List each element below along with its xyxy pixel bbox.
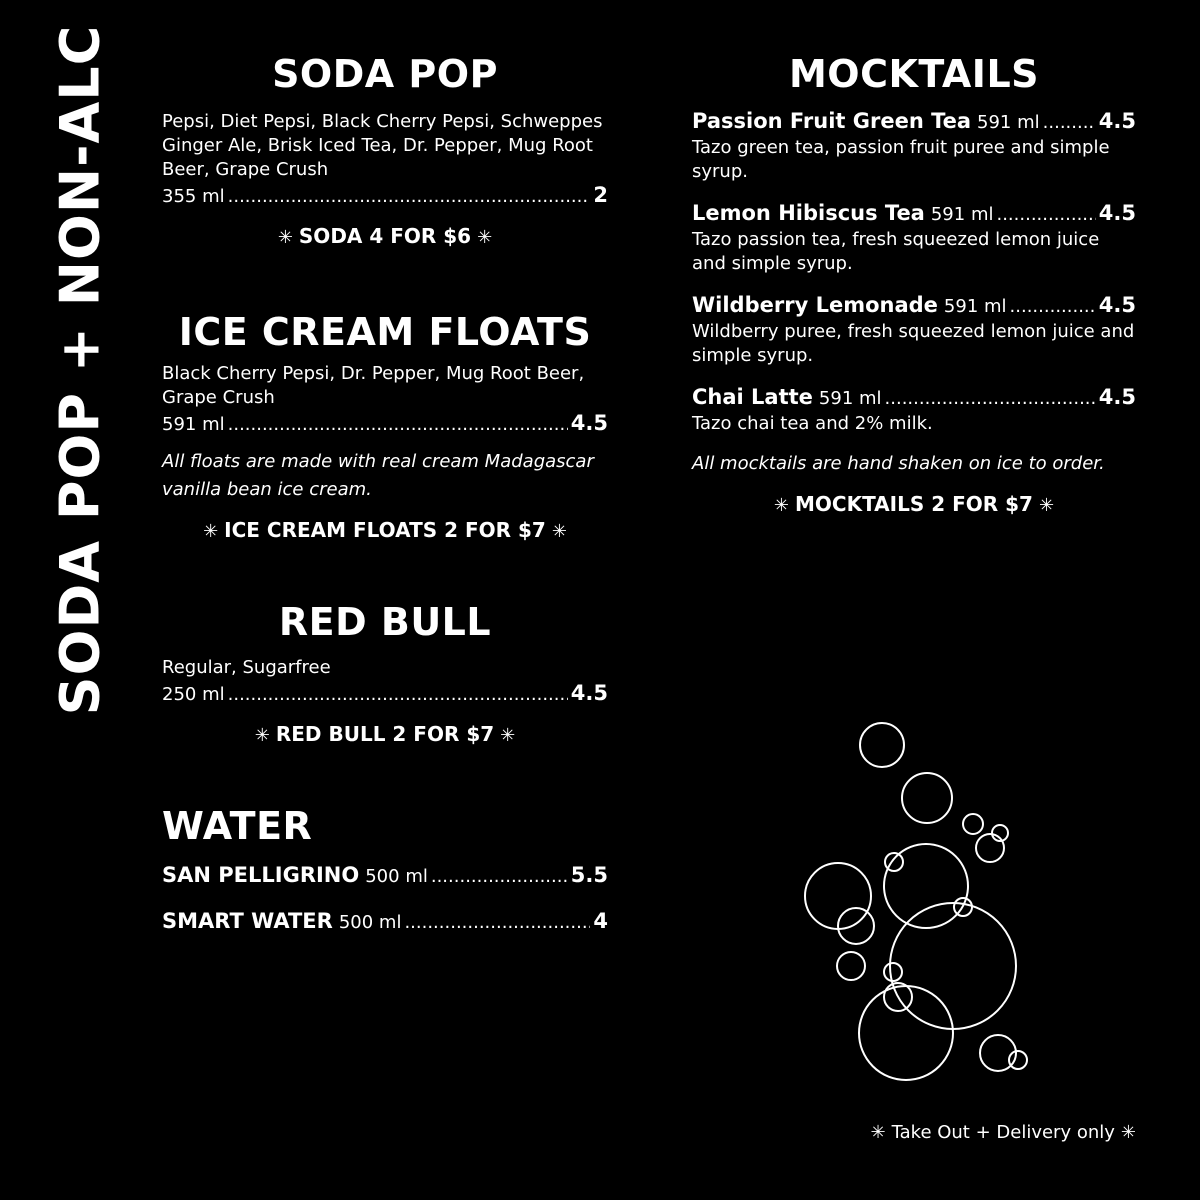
soda-pop-size: 355 ml: [162, 186, 225, 207]
mocktail-size: 591 ml: [930, 204, 994, 225]
footer-text: Take Out + Delivery only: [891, 1122, 1115, 1143]
mocktail-size: 591 ml: [943, 296, 1007, 317]
soda-pop-promo-text: SODA 4 FOR $6: [298, 224, 472, 248]
mocktail-line: [692, 200, 1136, 228]
floats-section: [162, 310, 608, 542]
water-item: [162, 908, 608, 936]
mocktail-item: [692, 384, 1136, 436]
dot-leader: [404, 910, 590, 936]
mocktail-name: Passion Fruit Green Tea: [692, 109, 972, 133]
floats-promo: [162, 518, 608, 542]
soda-pop-section: [162, 52, 608, 248]
red-bull-promo-text: RED BULL 2 FOR $7: [275, 722, 495, 746]
asterisk-icon: ✳: [203, 521, 219, 542]
soda-pop-price-line: [162, 182, 608, 210]
dot-leader: [228, 184, 591, 210]
mocktails-note: All mocktails are hand shaken on ice to order.: [692, 453, 1105, 474]
water-item-size: 500 ml: [338, 912, 402, 933]
red-bull-promo: [162, 722, 608, 746]
asterisk-icon: ✳: [1038, 495, 1055, 516]
water-item: [162, 862, 608, 890]
dot-leader: [1010, 294, 1096, 320]
mocktail-price: 4.5: [1098, 385, 1136, 409]
mocktail-item: [692, 200, 1136, 276]
soda-pop-title: SODA POP: [272, 52, 498, 96]
red-bull-size: 250 ml: [162, 684, 225, 705]
water-title: WATER: [162, 804, 313, 848]
mocktails-promo-text: MOCKTAILS 2 FOR $7: [795, 492, 1033, 516]
asterisk-icon: ✳: [551, 521, 567, 542]
mocktail-description: Tazo passion tea, fresh squeezed lemon juice and simple syrup.: [692, 229, 1100, 274]
floats-description: Black Cherry Pepsi, Dr. Pepper, Mug Root Beer, Grape Crush: [162, 363, 585, 408]
mocktail-name: Wildberry Lemonade: [692, 293, 938, 317]
mocktail-size: 591 ml: [977, 112, 1040, 133]
floats-note: All floats are made with real cream Madagascar vanilla bean ice cream.: [162, 451, 594, 500]
right-column: [692, 52, 1136, 516]
water-item-price: 4: [593, 909, 608, 933]
asterisk-icon: ✳: [477, 227, 493, 248]
soda-pop-price: 2: [593, 183, 608, 207]
red-bull-title: RED BULL: [278, 600, 492, 644]
mocktail-price: 4.5: [1098, 109, 1136, 133]
dot-leader: [228, 412, 568, 438]
mocktail-line: [692, 108, 1136, 136]
mocktail-item: [692, 292, 1136, 368]
asterisk-icon: ✳: [773, 495, 790, 516]
dot-leader: [228, 682, 568, 708]
floats-price-line: [162, 410, 608, 438]
water-item-name: SAN PELLIGRINO: [162, 863, 360, 887]
asterisk-icon: ✳: [1120, 1122, 1136, 1143]
mocktail-price: 4.5: [1098, 293, 1136, 317]
mocktail-price: 4.5: [1098, 201, 1136, 225]
red-bull-price: 4.5: [570, 681, 608, 705]
mocktail-line: [692, 292, 1136, 320]
mocktails-promo: [692, 492, 1136, 516]
dot-leader: [431, 864, 568, 890]
asterisk-icon: ✳: [500, 725, 516, 746]
bubbles-illustration: [790, 710, 1050, 1090]
menu-vertical-title: SODA POP + NON-ALC: [48, 24, 112, 716]
dot-leader: [996, 202, 1095, 228]
left-column: [162, 52, 608, 936]
mocktail-description: Wildberry puree, fresh squeezed lemon juice and simple syrup.: [692, 321, 1135, 366]
water-section: [162, 804, 608, 936]
soda-pop-promo: [162, 224, 608, 248]
floats-title: ICE CREAM FLOATS: [178, 310, 592, 354]
soda-pop-description: Pepsi, Diet Pepsi, Black Cherry Pepsi, Schweppes Ginger Ale, Brisk Iced Tea, Dr. Pepper, Mug Root Beer, Grape Crush: [162, 111, 603, 180]
red-bull-section: [162, 600, 608, 746]
floats-size: 591 ml: [162, 414, 225, 435]
mocktail-name: Lemon Hibiscus Tea: [692, 201, 925, 225]
asterisk-icon: ✳: [870, 1122, 886, 1143]
dot-leader: [885, 386, 1096, 412]
mocktail-size: 591 ml: [818, 388, 882, 409]
water-item-size: 500 ml: [365, 866, 428, 887]
mocktail-description: Tazo chai tea and 2% milk.: [692, 413, 933, 434]
red-bull-description: Regular, Sugarfree: [162, 657, 331, 678]
floats-promo-text: ICE CREAM FLOATS 2 FOR $7: [224, 518, 546, 542]
mocktail-line: [692, 384, 1136, 412]
mocktail-description: Tazo green tea, passion fruit puree and simple syrup.: [692, 137, 1110, 182]
water-item-name: SMART WATER: [162, 909, 333, 933]
water-item-price: 5.5: [570, 863, 608, 887]
asterisk-icon: ✳: [277, 227, 293, 248]
asterisk-icon: ✳: [254, 725, 270, 746]
footer-note: [865, 1122, 1142, 1143]
mocktail-item: [692, 108, 1136, 184]
floats-price: 4.5: [570, 411, 608, 435]
mocktails-title: MOCKTAILS: [788, 52, 1040, 96]
red-bull-price-line: [162, 680, 608, 708]
dot-leader: [1043, 110, 1096, 136]
mocktail-name: Chai Latte: [692, 385, 813, 409]
